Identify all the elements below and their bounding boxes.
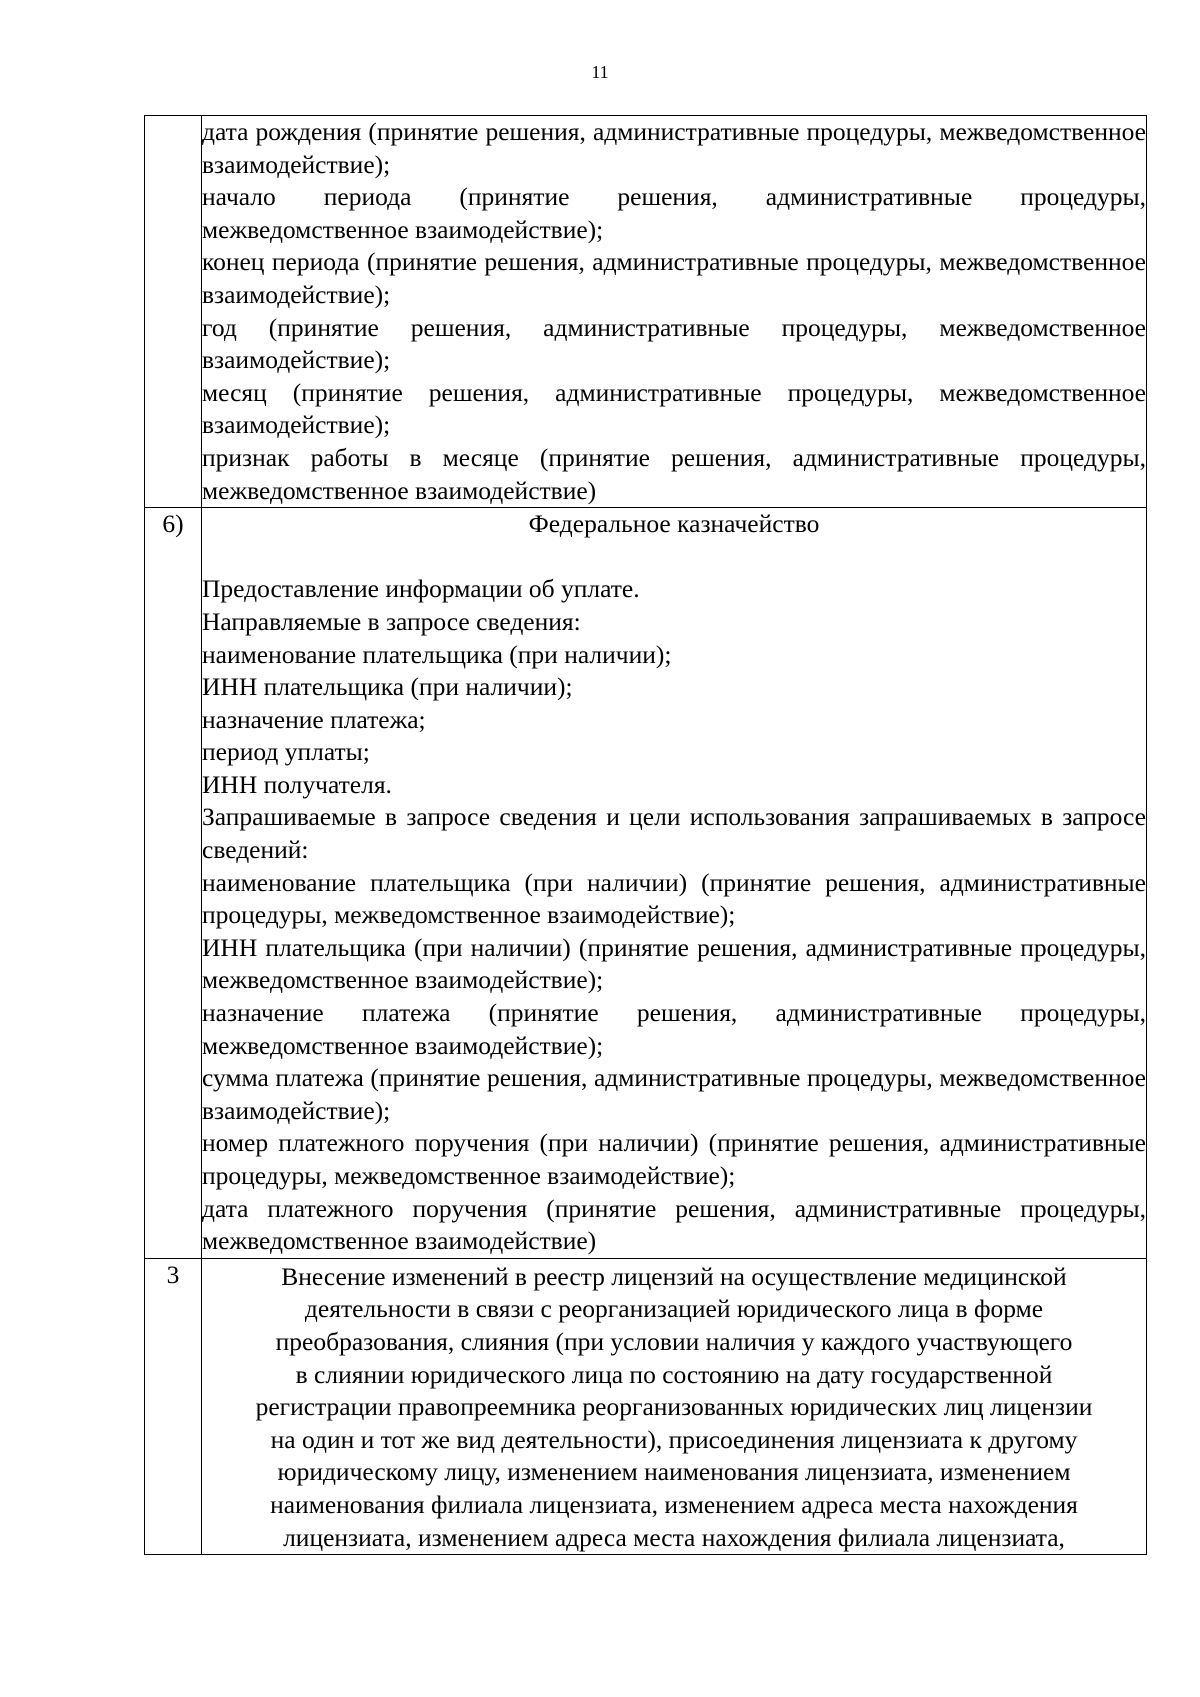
table-row-3 xyxy=(145,1258,1147,1554)
agency-heading: Федеральное казначейство xyxy=(528,509,820,539)
row-content-cell xyxy=(202,508,1147,1259)
title-line: регистрации правопреемника реорганизованных юридических лиц лицензии xyxy=(255,1392,1093,1422)
list-item: наименование плательщика (при наличии) (принятие решения, административные процедуры, межведомственное взаимодействие); xyxy=(202,867,1146,930)
list-item: месяц (принятие решения, административные процедуры, межведомственное взаимодействие); xyxy=(202,377,1146,440)
row-number-cell: 6) xyxy=(145,508,202,1259)
list-item: ИНН плательщика (при наличии); xyxy=(202,672,573,702)
title-line: Внесение изменений в реестр лицензий на осуществление медицинской xyxy=(281,1261,1067,1291)
row-content-cell xyxy=(202,1258,1147,1554)
list-item: дата рождения (принятие решения, административные процедуры, межведомственное взаимодействие); xyxy=(202,117,1146,179)
title-line: в слиянии юридического лица по состоянию на дату государственной xyxy=(295,1359,1053,1389)
requested-data-label: Запрашиваемые в запросе сведения и цели использования запрашиваемых в запросе сведений: xyxy=(202,802,1146,865)
list-item: период уплаты; xyxy=(202,737,370,767)
title-line: на один и тот же вид деятельности), присоединения лицензиата к другому xyxy=(270,1424,1078,1454)
service-title xyxy=(202,1259,1146,1554)
blank-line xyxy=(202,541,1146,574)
list-item: сумма платежа (принятие решения, административные процедуры, межведомственное взаимодействие); xyxy=(202,1063,1146,1125)
row-number-cell: 3 xyxy=(145,1258,202,1554)
row-number-cell xyxy=(145,116,202,508)
table-row-6 xyxy=(145,508,1147,1259)
service-intro: Предоставление информации об уплате. xyxy=(202,574,640,604)
title-line: деятельности в связи с реорганизацией юридического лица в форме xyxy=(304,1294,1044,1324)
list-item: год (принятие решения, административные процедуры, межведомственное взаимодействие); xyxy=(202,312,1146,375)
list-item: номер платежного поручения (при наличии) (принятие решения, административные процедуры, межведомственное взаимодействие); xyxy=(202,1128,1146,1190)
list-item: ИНН получателя. xyxy=(202,769,392,799)
list-item: наименование плательщика (при наличии); xyxy=(202,639,672,669)
sent-data-label: Направляемые в запросе сведения: xyxy=(202,606,581,636)
list-item: ИНН плательщика (при наличии) (принятие решения, административные процедуры, межведомственное взаимодействие); xyxy=(202,932,1146,995)
list-item: назначение платежа; xyxy=(202,704,426,734)
table-row-continuation xyxy=(145,116,1147,508)
page-number: 11 xyxy=(591,62,609,82)
row-content-cell xyxy=(202,116,1147,508)
list-item: начало периода (принятие решения, административные процедуры, межведомственное взаимодействие); xyxy=(202,182,1146,244)
title-line: лицензиата, изменением адреса места нахождения филиала лицензиата, xyxy=(283,1522,1065,1552)
registry-table xyxy=(144,115,1147,1555)
list-item: конец периода (принятие решения, административные процедуры, межведомственное взаимодействие); xyxy=(202,247,1146,309)
title-line: юридическому лицу, изменением наименования лицензиата, изменением xyxy=(277,1457,1071,1487)
title-line: преобразования, слияния (при условии наличия у каждого участвующего xyxy=(275,1326,1073,1356)
list-item: признак работы в месяце (принятие решения, административные процедуры, межведомственное взаимодействие) xyxy=(202,442,1146,505)
list-item: дата платежного поручения (принятие решения, административные процедуры, межведомственное взаимодействие) xyxy=(202,1193,1146,1256)
list-item: назначение платежа (принятие решения, административные процедуры, межведомственное взаимодействие); xyxy=(202,998,1146,1060)
title-line: наименования филиала лицензиата, изменением адреса места нахождения xyxy=(270,1489,1078,1519)
